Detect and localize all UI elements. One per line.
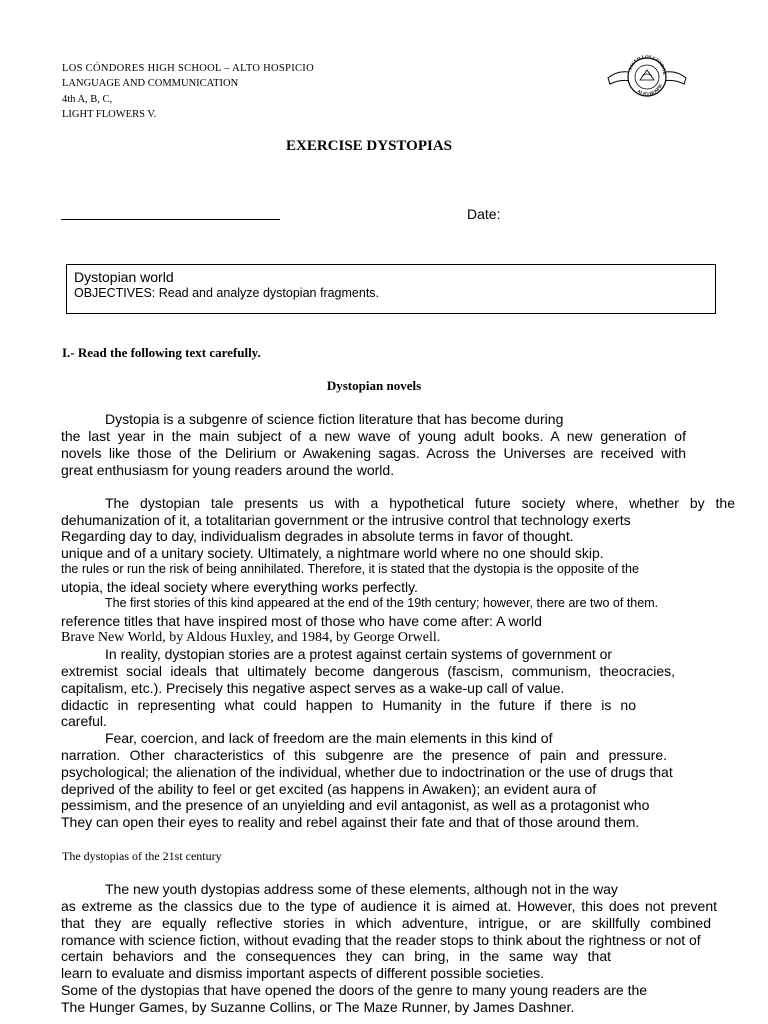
- body-line: In reality, dystopian stories are a protest against certain systems of government or: [105, 646, 613, 662]
- body-line: The new youth dystopias address some of these elements, although not in the way: [105, 881, 618, 897]
- page-title: EXERCISE DYSTOPIAS: [285, 138, 453, 154]
- body-line: They can open their eyes to reality and rebel against their fate and that of those around them.: [61, 814, 640, 830]
- text-subtitle: Dystopian novels: [326, 378, 422, 393]
- logo-bottom-text: ALTO HOSPIC: [636, 82, 664, 97]
- body-line: unique and of a unitary society. Ultimately, a nightmare world where no one should skip.: [61, 545, 604, 561]
- body-line: didactic in representing what could happen to Humanity in the future if there is no: [61, 697, 636, 713]
- body-line: learn to evaluate and dismiss important aspects of different possible societies.: [61, 965, 544, 981]
- body-line: the rules or run the risk of being annihilated. Therefore, it is stated that the dystopia is the opposite of the: [61, 562, 639, 576]
- body-line: Dystopia is a subgenre of science fiction literature that has become during: [105, 411, 564, 427]
- logo-top-text: LICEO LOS CÓNDOR: [627, 53, 668, 75]
- body-line: romance with science fiction, without evading that the reader stops to think about the rightness or not of: [61, 932, 701, 948]
- body-line: capitalism, etc.). Precisely this negative aspect serves as a wake-up call of value.: [61, 680, 565, 696]
- teacher-name: LIGHT FLOWERS V.: [62, 109, 157, 120]
- body-line: narration. Other characteristics of this subgenre are the presence of pain and pressure.: [61, 747, 667, 763]
- body-line: certain behaviors and the consequences they can bring, in the same way that: [61, 948, 611, 964]
- body-line: utopia, the ideal society where everything works perfectly.: [61, 579, 418, 595]
- body-line: psychological; the alienation of the individual, whether due to indoctrination or the use of drugs that: [61, 764, 673, 780]
- name-blank-line: [61, 219, 280, 220]
- date-label: Date:: [467, 206, 501, 222]
- subject-name: LANGUAGE AND COMMUNICATION: [62, 78, 239, 89]
- body-line: Brave New World, by Aldous Huxley, and 1984, by George Orwell.: [61, 630, 441, 645]
- body-line: deprived of the ability to feel or get excited (as happens in Awaken); an evident aura of: [61, 781, 597, 797]
- body-line: great enthusiasm for young readers around the world.: [61, 462, 395, 478]
- body-line: The dystopian tale presents us with a hypothetical future society where, whether by the: [105, 495, 735, 511]
- body-line: pessimism, and the presence of an unyielding and evil antagonist, as well as a protagonist who: [61, 797, 650, 813]
- body-line: The first stories of this kind appeared at the end of the 19th century; however, there are two of them.: [105, 596, 659, 610]
- section-heading: I.- Read the following text carefully.: [62, 345, 261, 360]
- body-line: as extreme as the classics due to the type of audience it is aimed at. However, this does not prevent: [61, 898, 717, 914]
- grade-label: 4th A, B, C,: [62, 94, 113, 105]
- body-line: that they are equally reflective stories in which adventure, intrigue, or are skillfully combined: [61, 915, 711, 931]
- subsection-heading: The dystopias of the 21st century: [62, 849, 222, 863]
- body-line: careful.: [61, 713, 107, 729]
- body-line: the last year in the main subject of a new wave of young adult books. A new generation of: [61, 428, 686, 444]
- body-line: dehumanization of it, a totalitarian government or the intrusive control that technology exerts: [61, 512, 631, 528]
- body-line: Regarding day to day, individualism degrades in absolute terms in favor of thought.: [61, 528, 574, 544]
- body-line: reference titles that have inspired most of those who have come after: A world: [61, 613, 542, 629]
- school-name: LOS CÓNDORES HIGH SCHOOL – ALTO HOSPICIO: [62, 63, 314, 74]
- school-logo: [606, 52, 688, 102]
- box-objectives: OBJECTIVES: Read and analyze dystopian fragments.: [74, 286, 380, 300]
- body-line: extremist social ideals that ultimately become dangerous (fascism, communism, theocracies,: [61, 663, 675, 679]
- body-line: Fear, coercion, and lack of freedom are the main elements in this kind of: [105, 730, 553, 746]
- body-line: novels like those of the Delirium or Awakening sagas. Across the Universes are received with: [61, 445, 686, 461]
- body-line: The Hunger Games, by Suzanne Collins, or The Maze Runner, by James Dashner.: [61, 999, 575, 1015]
- box-topic: Dystopian world: [74, 269, 174, 285]
- body-line: Some of the dystopias that have opened the doors of the genre to many young readers are the: [61, 982, 648, 998]
